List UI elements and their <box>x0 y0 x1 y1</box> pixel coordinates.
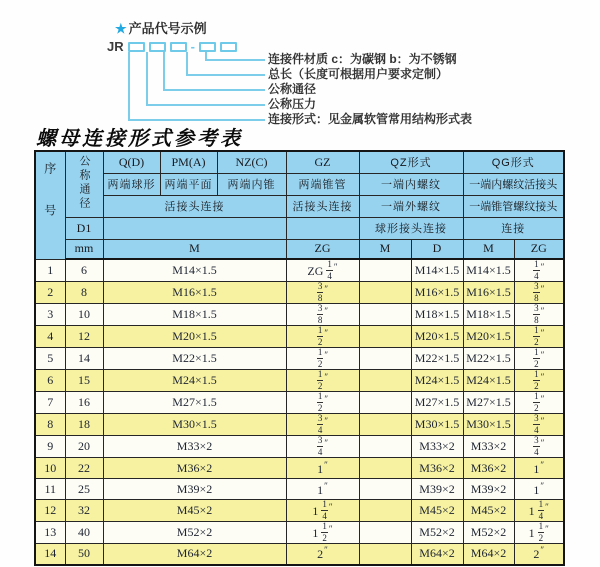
header-dn: 公称通径 <box>65 151 103 217</box>
cell-m: M27×1.5 <box>103 392 286 414</box>
cell-qz-d: M30×1.5 <box>411 414 463 436</box>
cell-dn: 10 <box>65 304 103 326</box>
cell-qg-zg: $\frac{3}{8}$ ″ <box>514 282 564 304</box>
callout-line-h4 <box>186 74 265 76</box>
cell-gz: 1 $\frac{1}{2}$ ″ <box>286 522 359 544</box>
cell-qz-m <box>359 392 411 414</box>
cell-qg-m: M30×1.5 <box>463 414 514 436</box>
cell-dn: 8 <box>65 282 103 304</box>
table-row <box>35 522 564 544</box>
cell-m: M18×1.5 <box>103 304 286 326</box>
cell-qz-d: M14×1.5 <box>411 259 463 282</box>
header-unit-m-qz: M <box>359 239 411 259</box>
header-conn-union: 活接头连接 <box>103 195 286 217</box>
cell-dn: 14 <box>65 348 103 370</box>
cell-gz: 2″ <box>286 544 359 565</box>
header-unit-d-qz: D <box>411 239 463 259</box>
table-row <box>35 392 564 414</box>
cell-dn: 25 <box>65 479 103 500</box>
cell-gz: $\frac{1}{2}$ ″ <box>286 348 359 370</box>
table-row <box>35 348 564 370</box>
cell-serial: 5 <box>35 348 65 370</box>
cell-gz: $\frac{1}{2}$ ″ <box>286 326 359 348</box>
nut-connection-table <box>34 150 565 566</box>
header-conn-qz: 一端外螺纹 <box>359 195 463 217</box>
cell-qz-d: M20×1.5 <box>411 326 463 348</box>
table-row <box>35 282 564 304</box>
header-empty-left <box>103 217 286 239</box>
diagram-title-text: 产品代号示例 <box>128 21 207 36</box>
header-unit-zg-qg: ZG <box>514 239 564 259</box>
cell-serial: 14 <box>35 544 65 565</box>
table-row <box>35 479 564 500</box>
cell-qz-m <box>359 259 411 282</box>
cell-m: M52×2 <box>103 522 286 544</box>
cell-qg-zg: 1″ <box>514 458 564 479</box>
cell-qg-m: M36×2 <box>463 458 514 479</box>
code-box-2 <box>149 42 166 52</box>
cell-gz: ZG $\frac{1}{4}$ ″ <box>286 259 359 282</box>
cell-qz-m <box>359 414 411 436</box>
cell-serial: 1 <box>35 259 65 282</box>
header-type-qd: 两端球形 <box>103 173 160 195</box>
table-row <box>35 326 564 348</box>
cell-serial: 8 <box>35 414 65 436</box>
cell-m: M16×1.5 <box>103 282 286 304</box>
header-ball-joint: 球形接头连接 <box>359 217 463 239</box>
cell-gz: $\frac{1}{2}$ ″ <box>286 392 359 414</box>
cell-qz-d: M52×2 <box>411 522 463 544</box>
header-conn-qg: 一端锥管螺纹接头 <box>463 195 564 217</box>
cell-qz-m <box>359 436 411 458</box>
cell-qg-m: M39×2 <box>463 479 514 500</box>
cell-qz-d: M36×2 <box>411 458 463 479</box>
table-body <box>35 259 564 565</box>
callout-line-h3 <box>163 89 265 91</box>
cell-qz-m <box>359 458 411 479</box>
cell-qg-m: M33×2 <box>463 436 514 458</box>
cell-serial: 11 <box>35 479 65 500</box>
cell-dn: 16 <box>65 392 103 414</box>
cell-qg-zg: $\frac{3}{4}$ ″ <box>514 414 564 436</box>
table-row <box>35 259 564 282</box>
table-row <box>35 436 564 458</box>
header-empty-gz <box>286 217 359 239</box>
label-nominal-pressure: 公称压力 <box>268 97 317 111</box>
table-row <box>35 500 564 522</box>
cell-qg-zg: 1 $\frac{1}{4}$ ″ <box>514 500 564 522</box>
cell-serial: 9 <box>35 436 65 458</box>
cell-m: M64×2 <box>103 544 286 565</box>
cell-dn: 32 <box>65 500 103 522</box>
cell-m: M22×1.5 <box>103 348 286 370</box>
callout-line-h2 <box>146 104 265 106</box>
cell-qz-d: M24×1.5 <box>411 370 463 392</box>
table-row <box>35 414 564 436</box>
cell-dn: 15 <box>65 370 103 392</box>
cell-m: M24×1.5 <box>103 370 286 392</box>
cell-qg-zg: $\frac{1}{2}$ ″ <box>514 326 564 348</box>
table-title: 螺母连接形式参考表 <box>36 128 243 150</box>
cell-qz-m <box>359 500 411 522</box>
cell-qg-zg: $\frac{3}{8}$ ″ <box>514 304 564 326</box>
label-material: 连接件材质 c：为碳钢 b：为不锈钢 <box>268 52 457 66</box>
diagram-title <box>115 18 207 37</box>
code-prefix: JR <box>107 39 124 54</box>
cell-gz: 1″ <box>286 479 359 500</box>
table-row <box>35 458 564 479</box>
callout-line-h1 <box>128 119 265 121</box>
cell-serial: 4 <box>35 326 65 348</box>
cell-qz-d: M45×2 <box>411 500 463 522</box>
cell-qz-d: M33×2 <box>411 436 463 458</box>
cell-gz: $\frac{3}{8}$ ″ <box>286 304 359 326</box>
cell-serial: 12 <box>35 500 65 522</box>
code-box-5 <box>220 42 237 52</box>
header-mm: mm <box>65 239 103 259</box>
cell-qz-m <box>359 479 411 500</box>
cell-qz-m <box>359 326 411 348</box>
cell-dn: 20 <box>65 436 103 458</box>
cell-qz-m <box>359 304 411 326</box>
cell-qz-d: M22×1.5 <box>411 348 463 370</box>
cell-gz: $\frac{3}{4}$ ″ <box>286 436 359 458</box>
table-row <box>35 304 564 326</box>
callout-line-v4 <box>186 52 188 75</box>
cell-gz: 1 $\frac{1}{4}$ ″ <box>286 500 359 522</box>
cell-dn: 22 <box>65 458 103 479</box>
header-group-qd: Q(D) <box>103 151 160 173</box>
cell-gz: 1″ <box>286 458 359 479</box>
cell-dn: 50 <box>65 544 103 565</box>
cell-dn: 6 <box>65 259 103 282</box>
cell-qg-zg: 1″ <box>514 479 564 500</box>
header-group-nzc: NZ(C) <box>217 151 286 173</box>
product-code-row <box>107 39 237 54</box>
label-connection-form: 连接形式：见金属软管常用结构形式表 <box>268 112 473 126</box>
cell-qg-m: M16×1.5 <box>463 282 514 304</box>
table-row <box>35 544 564 565</box>
callout-line-v3 <box>163 52 165 90</box>
callout-line-v2 <box>146 52 148 105</box>
label-nominal-diameter: 公称通径 <box>268 82 317 96</box>
callout-line-h5 <box>205 59 265 61</box>
cell-dn: 18 <box>65 414 103 436</box>
cell-serial: 6 <box>35 370 65 392</box>
cell-qz-d: M27×1.5 <box>411 392 463 414</box>
cell-m: M20×1.5 <box>103 326 286 348</box>
table-header <box>35 151 564 259</box>
cell-serial: 3 <box>35 304 65 326</box>
cell-qg-zg: $\frac{1}{2}$ ″ <box>514 348 564 370</box>
cell-qg-zg: $\frac{1}{2}$ ″ <box>514 370 564 392</box>
header-connection: 连接 <box>463 217 564 239</box>
label-total-length: 总长（长度可根据用户要求定制） <box>268 67 449 81</box>
cell-m: M36×2 <box>103 458 286 479</box>
cell-qz-d: M18×1.5 <box>411 304 463 326</box>
cell-qg-m: M27×1.5 <box>463 392 514 414</box>
cell-m: M30×1.5 <box>103 414 286 436</box>
cell-dn: 40 <box>65 522 103 544</box>
star-icon: ★ <box>115 21 127 36</box>
header-unit-m-qg: M <box>463 239 514 259</box>
code-box-4 <box>199 42 216 52</box>
cell-m: M39×2 <box>103 479 286 500</box>
header-group-gz: GZ <box>286 151 359 173</box>
cell-m: M33×2 <box>103 436 286 458</box>
cell-qg-zg: $\frac{1}{2}$ ″ <box>514 392 564 414</box>
cell-qg-m: M52×2 <box>463 522 514 544</box>
header-serial: 序号 <box>35 151 65 259</box>
cell-qz-d: M16×1.5 <box>411 282 463 304</box>
cell-serial: 7 <box>35 392 65 414</box>
cell-qg-zg: 1 $\frac{1}{2}$ ″ <box>514 522 564 544</box>
cell-m: M14×1.5 <box>103 259 286 282</box>
header-type-nzc: 两端内锥 <box>217 173 286 195</box>
cell-gz: $\frac{1}{2}$ ″ <box>286 370 359 392</box>
header-unit-m-span: M <box>103 239 286 259</box>
cell-qg-zg: $\frac{3}{4}$ ″ <box>514 436 564 458</box>
header-type-qg: 一端内螺纹活接头 <box>463 173 564 195</box>
header-group-qg: QG形式 <box>463 151 564 173</box>
code-box-1 <box>128 42 145 52</box>
cell-qg-m: M22×1.5 <box>463 348 514 370</box>
cell-qg-m: M45×2 <box>463 500 514 522</box>
cell-serial: 10 <box>35 458 65 479</box>
code-separator: - <box>190 38 195 54</box>
cell-qz-m <box>359 544 411 565</box>
code-box-3 <box>170 42 187 52</box>
cell-qz-m <box>359 348 411 370</box>
cell-dn: 12 <box>65 326 103 348</box>
cell-gz: $\frac{3}{8}$ ″ <box>286 282 359 304</box>
cell-qg-m: M24×1.5 <box>463 370 514 392</box>
header-conn-gz: 活接头连接 <box>286 195 359 217</box>
cell-gz: $\frac{3}{4}$ ″ <box>286 414 359 436</box>
header-type-pma: 两端平面 <box>160 173 217 195</box>
cell-m: M45×2 <box>103 500 286 522</box>
cell-qg-m: M64×2 <box>463 544 514 565</box>
header-group-qz: QZ形式 <box>359 151 463 173</box>
cell-serial: 2 <box>35 282 65 304</box>
header-group-pma: PM(A) <box>160 151 217 173</box>
cell-qg-zg: $\frac{1}{4}$ ″ <box>514 259 564 282</box>
cell-qz-m <box>359 370 411 392</box>
cell-qz-m <box>359 522 411 544</box>
callout-line-v1 <box>128 52 130 120</box>
header-unit-zg-gz: ZG <box>286 239 359 259</box>
table-row <box>35 370 564 392</box>
header-type-gz: 两端锥管 <box>286 173 359 195</box>
cell-qz-d: M39×2 <box>411 479 463 500</box>
cell-serial: 13 <box>35 522 65 544</box>
cell-qz-m <box>359 282 411 304</box>
cell-qz-d: M64×2 <box>411 544 463 565</box>
cell-qg-m: M18×1.5 <box>463 304 514 326</box>
cell-qg-zg: 2″ <box>514 544 564 565</box>
cell-qg-m: M20×1.5 <box>463 326 514 348</box>
header-type-qz: 一端内螺纹 <box>359 173 463 195</box>
cell-qg-m: M14×1.5 <box>463 259 514 282</box>
header-d1: D1 <box>65 217 103 239</box>
